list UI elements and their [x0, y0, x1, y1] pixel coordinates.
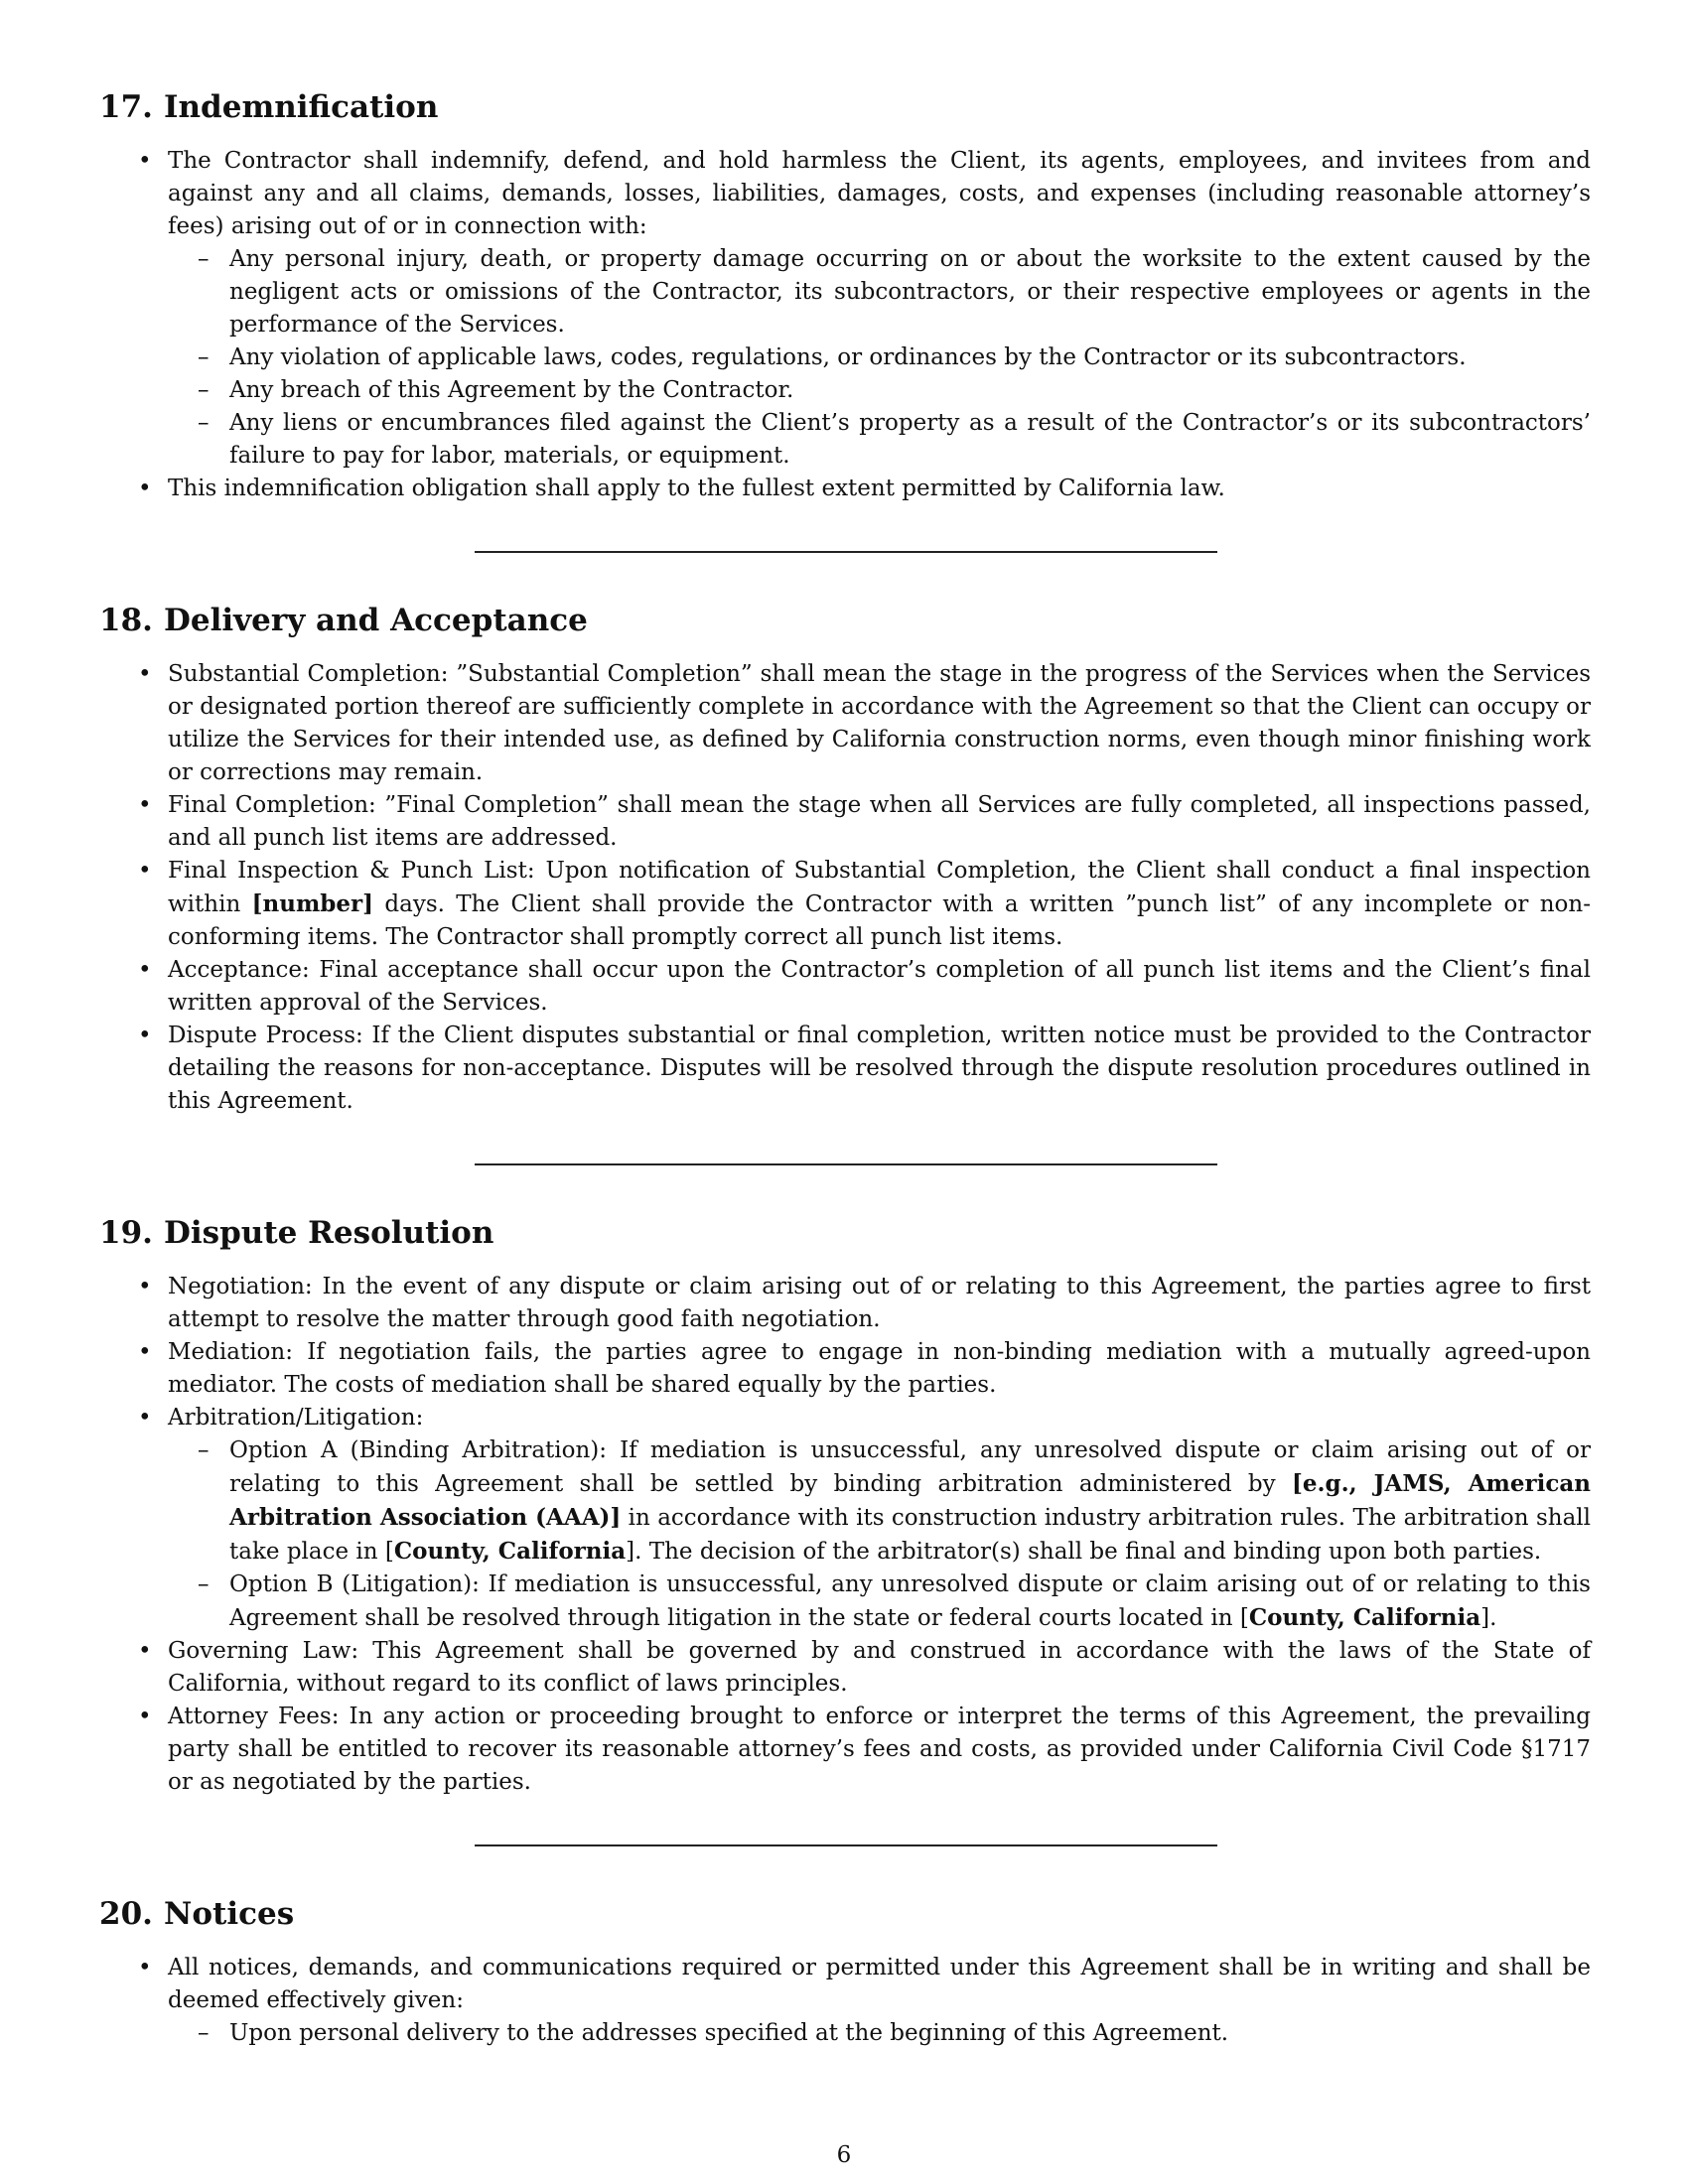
- section-20-notices: [99, 1894, 1591, 2050]
- sub-list: [168, 243, 1591, 473]
- section-heading: [99, 1213, 1591, 1253]
- list-item: • Substantial Completion: ”Substantial Completion” shall mean the stage in the progress of the Services when the Services or designated portion thereof are sufficiently complete in accordance with the Agreement so that the Client can occupy or utilize the Services for their intended use, as defined by California construction norms, even though minor finishing work or corrections may remain.: [168, 658, 1591, 789]
- sub-list-item: – Any violation of applicable laws, codes, regulations, or ordinances by the Contractor or its subcontractors.: [229, 341, 1591, 374]
- list-item: • Attorney Fees: In any action or proceeding brought to enforce or interpret the terms of this Agreement, the prevailing party shall be entitled to recover its reasonable attorney’s fees and costs, as provided under California Civil Code §1717 or as negotiated by the parties.: [168, 1701, 1591, 1799]
- section-heading: [99, 1894, 1591, 1934]
- text-run: ].: [1480, 1605, 1497, 1631]
- placeholder-number: [number]: [251, 890, 374, 917]
- list-item: [168, 855, 1591, 954]
- sub-list-item: – Any personal injury, death, or property damage occurring on or about the worksite to the extent caused by the negligent acts or omissions of the Contractor, its subcontractors, or their respective employees or agents in the performance of the Services.: [229, 243, 1591, 341]
- bullet-list: [99, 1271, 1591, 1799]
- list-item: • Mediation: If negotiation fails, the parties agree to engage in non-binding mediation with a mutually agreed-upon mediator. The costs of mediation shall be shared equally by the parties.: [168, 1336, 1591, 1402]
- list-item-text: Arbitration/Litigation:: [168, 1405, 424, 1431]
- document-page: [99, 87, 1591, 2050]
- text-run: days. The Client shall provide the Contractor with a written ”punch list” of any incomplete or non-conforming items. The Contractor shall promptly correct all punch list items.: [168, 891, 1591, 950]
- section-title: Delivery and Acceptance: [164, 603, 588, 638]
- text-run: Option B (Litigation): If mediation is unsuccessful, any unresolved dispute or claim arising out of or relating to this Agreement shall be resolved through litigation in the state or federal courts located in [: [229, 1571, 1591, 1631]
- placeholder-arbitrator: [e.g., JAMS, American Arbitration Association (AAA)]: [229, 1470, 1591, 1531]
- sub-list-item: [229, 1569, 1591, 1635]
- section-19-dispute-resolution: [99, 1213, 1591, 1799]
- sub-list-item: – Any liens or encumbrances filed against the Client’s property as a result of the Contractor’s or its subcontractors’ failure to pay for labor, materials, or equipment.: [229, 407, 1591, 473]
- section-title: Notices: [164, 1896, 295, 1932]
- section-heading: [99, 87, 1591, 127]
- list-item: • Negotiation: In the event of any dispute or claim arising out of or relating to this Agreement, the parties agree to first attempt to resolve the matter through good faith negotiation.: [168, 1271, 1591, 1336]
- list-item-text: All notices, demands, and communications required or permitted under this Agreement shall be in writing and shall be deemed effectively given:: [168, 1955, 1591, 2013]
- list-item: • Governing Law: This Agreement shall be governed by and construed in accordance with the laws of the State of California, without regard to its conflict of laws principles.: [168, 1635, 1591, 1701]
- sub-list: [168, 2017, 1591, 2050]
- placeholder-county: County, California: [393, 1538, 627, 1565]
- sub-list-item: [229, 1434, 1591, 1569]
- section-number: 19.: [99, 1215, 153, 1251]
- list-item: [168, 1952, 1591, 2050]
- text-run: Option A (Binding Arbitration): If mediation is unsuccessful, any unresolved dispute or claim arising out of or relating to this Agreement shall be settled by binding arbitration administered by: [229, 1437, 1591, 1497]
- section-17-indemnification: [99, 87, 1591, 505]
- section-18-delivery-acceptance: [99, 601, 1591, 1118]
- sub-list: [168, 1434, 1591, 1635]
- section-number: 17.: [99, 89, 153, 125]
- list-item-text: The Contractor shall indemnify, defend, and hold harmless the Client, its agents, employees, and invitees from and against any and all claims, demands, losses, liabilities, damages, costs, and expenses (including reasonable attorney’s fees) arising out of or in connection with:: [168, 148, 1591, 239]
- section-heading: [99, 601, 1591, 640]
- list-item: [168, 1402, 1591, 1635]
- list-item: • Acceptance: Final acceptance shall occur upon the Contractor’s completion of all punch list items and the Client’s final written approval of the Services.: [168, 954, 1591, 1020]
- sub-list-item: – Any breach of this Agreement by the Contractor.: [229, 374, 1591, 407]
- placeholder-county: County, California: [1248, 1604, 1481, 1631]
- bullet-list: [99, 1952, 1591, 2050]
- bullet-list: [99, 145, 1591, 505]
- list-item: • Dispute Process: If the Client disputes substantial or final completion, written notice must be provided to the Contractor detailing the reasons for non-acceptance. Disputes will be resolved through the dispute resolution procedures outlined in this Agreement.: [168, 1020, 1591, 1118]
- bullet-list: [99, 658, 1591, 1118]
- list-item: • Final Completion: ”Final Completion” shall mean the stage when all Services are fully completed, all inspections passed, and all punch list items are addressed.: [168, 789, 1591, 855]
- list-item: • This indemnification obligation shall apply to the fullest extent permitted by California law.: [168, 473, 1591, 505]
- section-title: Indemnification: [164, 89, 439, 125]
- section-title: Dispute Resolution: [164, 1215, 494, 1251]
- section-number: 18.: [99, 603, 153, 638]
- sub-list-item: – Upon personal delivery to the addresses specified at the beginning of this Agreement.: [229, 2017, 1591, 2050]
- section-number: 20.: [99, 1896, 153, 1932]
- text-run: Final Inspection & Punch List: Upon notification of Substantial Completion, the Client shall conduct a final inspection within: [168, 858, 1591, 917]
- text-run: ]. The decision of the arbitrator(s) shall be final and binding upon both parties.: [626, 1539, 1542, 1565]
- page-number: 6: [836, 2142, 852, 2168]
- list-item: [168, 145, 1591, 473]
- text-run: in accordance with its construction industry arbitration rules. The arbitration shall take place in [: [229, 1505, 1592, 1565]
